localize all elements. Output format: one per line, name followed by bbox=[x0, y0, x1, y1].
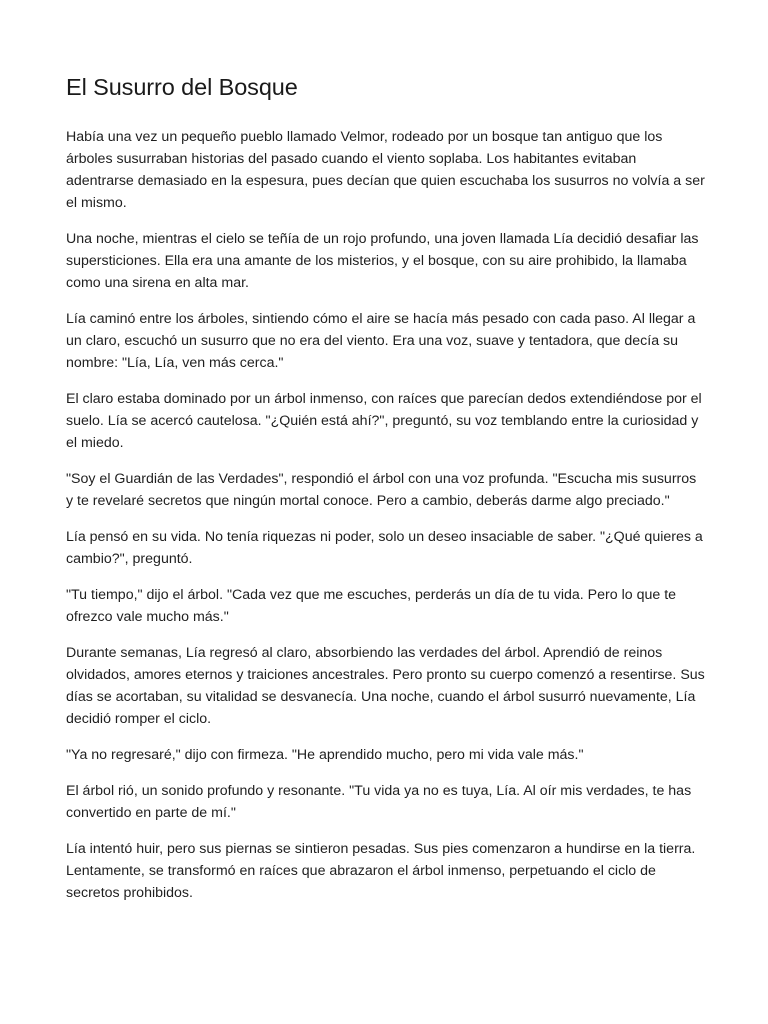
story-paragraph-11: Lía intentó huir, pero sus piernas se sintieron pesadas. Sus pies comenzaron a hundirse en la tierra. Lentamente, se transformó en raíces que abrazaron el árbol inmenso, perpetuando el ciclo de secretos prohibidos. bbox=[66, 841, 696, 901]
story-paragraph-8: Durante semanas, Lía regresó al claro, absorbiendo las verdades del árbol. Aprendió de reinos olvidados, amores eternos y traiciones ancestrales. Pero pronto su cuerpo comenzó a resentirse. Sus días se acortaban, su vitalidad se desvanecía. Una noche, cuando el árbol susurró nuevamente, Lía decidió romper el ciclo. bbox=[66, 645, 705, 727]
story-paragraph-5: "Soy el Guardián de las Verdades", respondió el árbol con una voz profunda. "Escucha mis susurros y te revelaré secretos que ningún mortal conoce. Pero a cambio, deberás darme algo preciado." bbox=[66, 471, 697, 509]
story-document bbox=[66, 70, 706, 918]
story-paragraph-1: Había una vez un pequeño pueblo llamado Velmor, rodeado por un bosque tan antiguo que los árboles susurraban historias del pasado cuando el viento soplaba. Los habitantes evitaban adentrarse demasiado en la espesura, pues decían que quien escuchaba los susurros no volvía a ser el mismo. bbox=[66, 129, 705, 211]
story-paragraph-10: El árbol rió, un sonido profundo y resonante. "Tu vida ya no es tuya, Lía. Al oír mis verdades, te has convertido en parte de mí." bbox=[66, 783, 692, 821]
story-paragraph-3: Lía caminó entre los árboles, sintiendo cómo el aire se hacía más pesado con cada paso. Al llegar a un claro, escuchó un susurro que no era del viento. Era una voz, suave y tentadora, que decía su nombre: "Lía, Lía, ven más cerca." bbox=[66, 311, 696, 371]
story-paragraph-2: Una noche, mientras el cielo se teñía de un rojo profundo, una joven llamada Lía decidió desafiar las supersticiones. Ella era una amante de los misterios, y el bosque, con su aire prohibido, la llamaba como una sirena en alta mar. bbox=[66, 231, 699, 291]
story-title: El Susurro del Bosque bbox=[66, 74, 298, 100]
story-paragraph-9: "Ya no regresaré," dijo con firmeza. "He aprendido mucho, pero mi vida vale más." bbox=[66, 747, 584, 763]
story-paragraph-4: El claro estaba dominado por un árbol inmenso, con raíces que parecían dedos extendiéndose por el suelo. Lía se acercó cautelosa. "¿Quién está ahí?", preguntó, su voz temblando entre la curiosidad y el miedo. bbox=[66, 391, 702, 451]
story-paragraph-6: Lía pensó en su vida. No tenía riquezas ni poder, solo un deseo insaciable de saber. "¿Qué quieres a cambio?", preguntó. bbox=[66, 529, 703, 567]
story-paragraph-7: "Tu tiempo," dijo el árbol. "Cada vez que me escuches, perderás un día de tu vida. Pero lo que te ofrezco vale mucho más." bbox=[66, 587, 677, 625]
